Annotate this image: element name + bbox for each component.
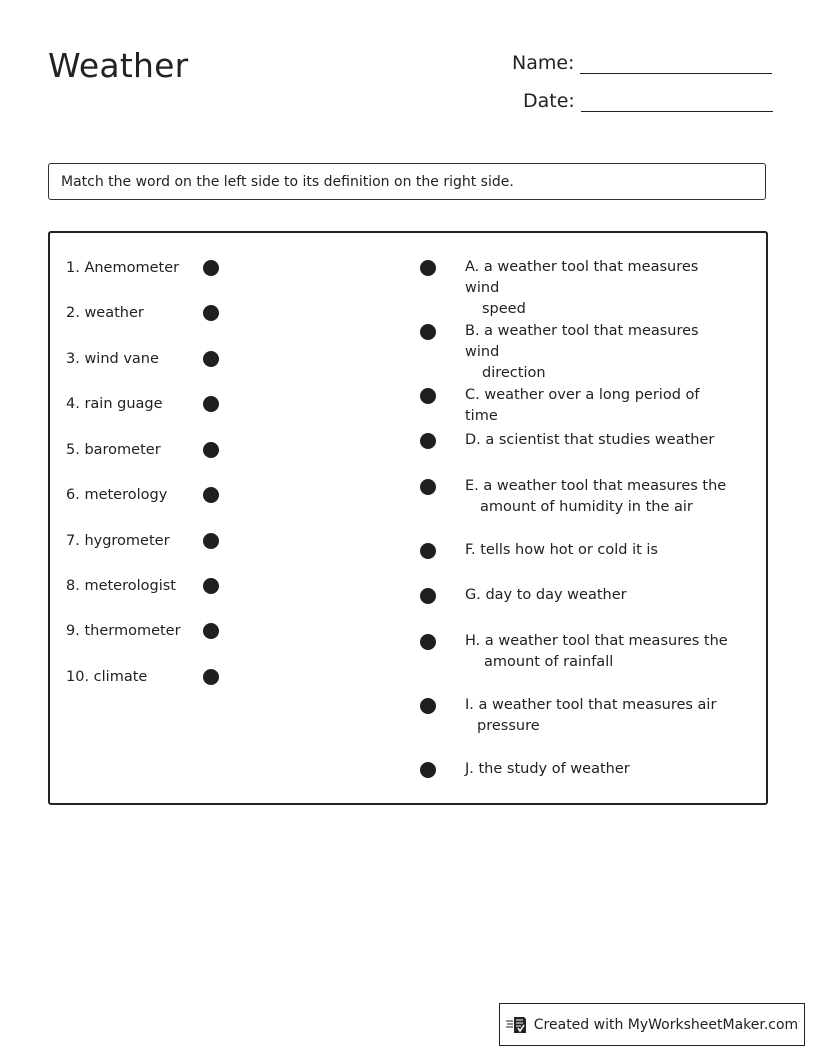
definition-item bbox=[465, 695, 735, 737]
term-match-dot[interactable] bbox=[203, 260, 219, 276]
term-item: 9. thermometer bbox=[66, 623, 181, 639]
definition-match-dot[interactable] bbox=[420, 543, 436, 559]
worksheet-title: Weather bbox=[48, 46, 189, 85]
definition-match-dot[interactable] bbox=[420, 634, 436, 650]
name-label: Name: bbox=[512, 52, 575, 74]
definition-line-cont: amount of rainfall bbox=[484, 654, 614, 670]
definition-line-cont: direction bbox=[482, 365, 546, 381]
term-item: 2. weather bbox=[66, 305, 144, 321]
definition-match-dot[interactable] bbox=[420, 698, 436, 714]
definition-item bbox=[465, 430, 735, 451]
term-match-dot[interactable] bbox=[203, 578, 219, 594]
definition-line: J. the study of weather bbox=[465, 761, 630, 777]
instructions-box: Match the word on the left side to its definition on the right side. bbox=[48, 163, 766, 200]
name-field bbox=[512, 52, 772, 74]
definition-line: G. day to day weather bbox=[465, 587, 627, 603]
definition-line: B. a weather tool that measures wind bbox=[465, 323, 699, 360]
definition-match-dot[interactable] bbox=[420, 324, 436, 340]
term-match-dot[interactable] bbox=[203, 487, 219, 503]
term-item: 3. wind vane bbox=[66, 351, 159, 367]
footer-badge[interactable] bbox=[499, 1003, 805, 1046]
term-match-dot[interactable] bbox=[203, 442, 219, 458]
definition-item bbox=[465, 540, 735, 561]
definition-item bbox=[465, 321, 735, 384]
term-item: 6. meterology bbox=[66, 487, 168, 503]
term-item: 7. hygrometer bbox=[66, 533, 170, 549]
definition-match-dot[interactable] bbox=[420, 588, 436, 604]
definition-match-dot[interactable] bbox=[420, 762, 436, 778]
definition-item bbox=[465, 257, 735, 320]
definition-line-cont: speed bbox=[482, 301, 526, 317]
term-item: 5. barometer bbox=[66, 442, 161, 458]
definition-line: A. a weather tool that measures wind bbox=[465, 259, 699, 296]
definition-line: D. a scientist that studies weather bbox=[465, 432, 715, 448]
definition-item bbox=[465, 385, 735, 427]
date-field bbox=[523, 90, 773, 112]
definition-item bbox=[465, 759, 735, 780]
worksheet-maker-logo-icon bbox=[506, 1015, 528, 1035]
definition-match-dot[interactable] bbox=[420, 479, 436, 495]
term-match-dot[interactable] bbox=[203, 305, 219, 321]
name-line bbox=[580, 53, 772, 74]
definition-line: H. a weather tool that measures the bbox=[465, 633, 728, 649]
definition-item bbox=[465, 585, 735, 606]
term-match-dot[interactable] bbox=[203, 669, 219, 685]
term-item: 10. climate bbox=[66, 669, 148, 685]
footer-text: Created with MyWorksheetMaker.com bbox=[533, 1016, 799, 1033]
definition-line: C. weather over a long period of time bbox=[465, 387, 700, 424]
term-match-dot[interactable] bbox=[203, 623, 219, 639]
definition-match-dot[interactable] bbox=[420, 260, 436, 276]
term-match-dot[interactable] bbox=[203, 396, 219, 412]
term-item: 4. rain guage bbox=[66, 396, 163, 412]
definition-line: E. a weather tool that measures the bbox=[465, 478, 727, 494]
definition-match-dot[interactable] bbox=[420, 433, 436, 449]
definition-line-cont: amount of humidity in the air bbox=[480, 499, 693, 515]
definition-match-dot[interactable] bbox=[420, 388, 436, 404]
term-item: 8. meterologist bbox=[66, 578, 176, 594]
term-match-dot[interactable] bbox=[203, 533, 219, 549]
definition-item bbox=[465, 631, 735, 673]
definition-item bbox=[465, 476, 735, 518]
date-line bbox=[581, 91, 773, 112]
term-item: 1. Anemometer bbox=[66, 260, 180, 276]
term-match-dot[interactable] bbox=[203, 351, 219, 367]
definition-line: F. tells how hot or cold it is bbox=[465, 542, 658, 558]
definition-line-cont: pressure bbox=[477, 718, 540, 734]
date-label: Date: bbox=[523, 90, 575, 112]
definition-line: I. a weather tool that measures air bbox=[465, 697, 717, 713]
